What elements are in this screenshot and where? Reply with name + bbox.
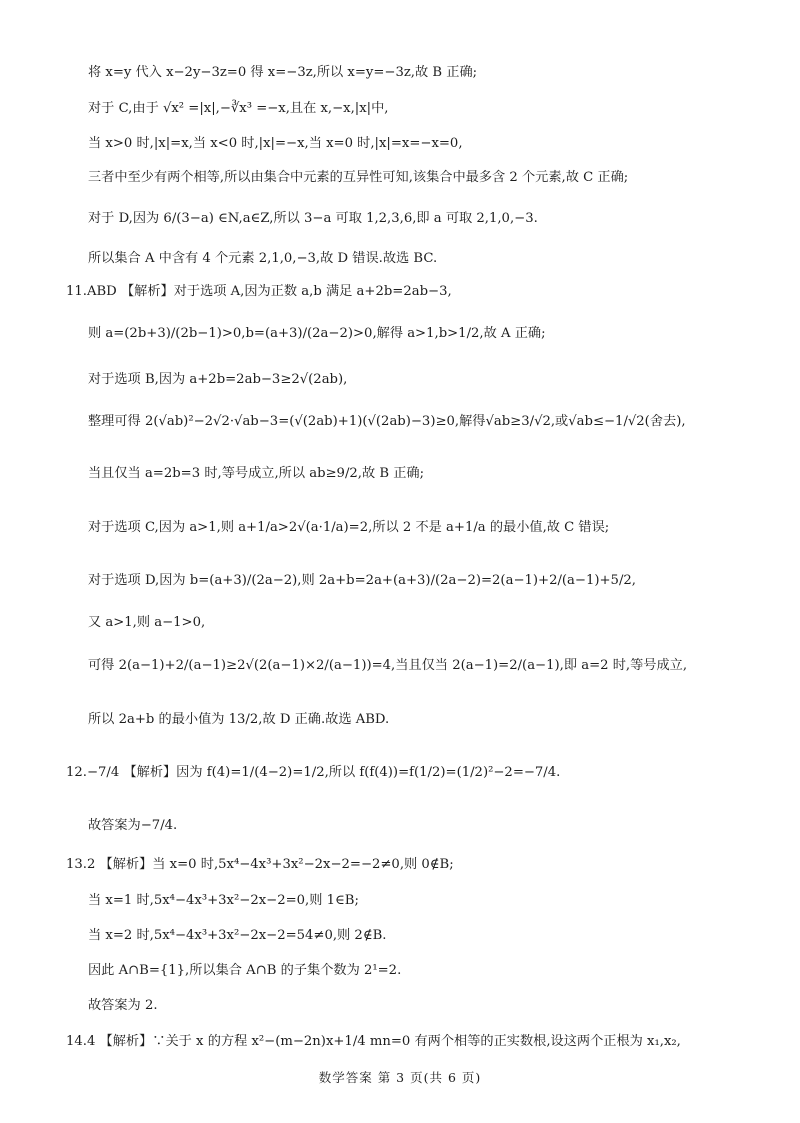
question-14-header: 14.4 【解析】∵关于 x 的方程 x²−(m−2n)x+1/4 mn=0 有两个相等的正实数根,设这两个正根为 x₁,x₂, [66, 1034, 681, 1049]
text-line: 又 a>1,则 a−1>0, [88, 615, 206, 630]
question-13-header: 13.2 【解析】当 x=0 时,5x⁴−4x³+3x²−2x−2=−2≠0,则 0∉B; [66, 857, 454, 872]
text-line: 所以集合 A 中含有 4 个元素 2,1,0,−3,故 D 错误.故选 BC. [88, 251, 438, 266]
text-line: 因此 A∩B={1},所以集合 A∩B 的子集个数为 2¹=2. [88, 963, 402, 978]
text-line: 对于选项 D,因为 b=(a+3)/(2a−2),则 2a+b=2a+(a+3)/(2a−2)=2(a−1)+2/(a−1)+5/2, [88, 573, 636, 588]
text-line: 对于选项 C,因为 a>1,则 a+1/a>2√(a·1/a)=2,所以 2 不是 a+1/a 的最小值,故 C 错误; [88, 520, 610, 535]
text-line: 可得 2(a−1)+2/(a−1)≥2√(2(a−1)×2/(a−1))=4,当且仅当 2(a−1)=2/(a−1),即 a=2 时,等号成立, [88, 658, 688, 673]
text-line: 当 x=1 时,5x⁴−4x³+3x²−2x−2=0,则 1∈B; [88, 893, 359, 908]
text-line: 对于 C,由于 √x² =|x|,−∛x³ =−x,且在 x,−x,|x|中, [88, 101, 389, 116]
text-line: 故答案为 2. [88, 998, 158, 1013]
text-line: 三者中至少有两个相等,所以由集合中元素的互异性可知,该集合中最多含 2 个元素,故 C 正确; [88, 170, 629, 185]
text-line: 对于 D,因为 6/(3−a) ∈N,a∈Z,所以 3−a 可取 1,2,3,6,即 a 可取 2,1,0,−3. [88, 211, 538, 226]
text-line: 则 a=(2b+3)/(2b−1)>0,b=(a+3)/(2a−2)>0,解得 a>1,b>1/2,故 A 正确; [88, 326, 546, 341]
question-12-header: 12.−7/4 【解析】因为 f(4)=1/(4−2)=1/2,所以 f(f(4))=f(1/2)=(1/2)²−2=−7/4. [66, 765, 561, 780]
page-footer: 数学答案 第 3 页(共 6 页) [318, 1070, 482, 1085]
text-line: 当且仅当 a=2b=3 时,等号成立,所以 ab≥9/2,故 B 正确; [88, 466, 425, 481]
text-line: 当 x=2 时,5x⁴−4x³+3x²−2x−2=54≠0,则 2∉B. [88, 928, 387, 943]
text-line: 整理可得 2(√ab)²−2√2·√ab−3=(√(2ab)+1)(√(2ab)−3)≥0,解得√ab≥3/√2,或√ab≤−1/√2(舍去), [88, 414, 686, 429]
question-11-header: 11.ABD 【解析】对于选项 A,因为正数 a,b 满足 a+2b=2ab−3, [66, 284, 452, 299]
text-line: 当 x>0 时,|x|=x,当 x<0 时,|x|=−x,当 x=0 时,|x|=x=−x=0, [88, 136, 463, 151]
text-line: 将 x=y 代入 x−2y−3z=0 得 x=−3z,所以 x=y=−3z,故 B 正确; [88, 65, 478, 80]
text-line: 所以 2a+b 的最小值为 13/2,故 D 正确.故选 ABD. [88, 712, 390, 727]
text-line: 对于选项 B,因为 a+2b=2ab−3≥2√(2ab), [88, 372, 348, 387]
text-line: 故答案为−7/4. [88, 818, 178, 833]
